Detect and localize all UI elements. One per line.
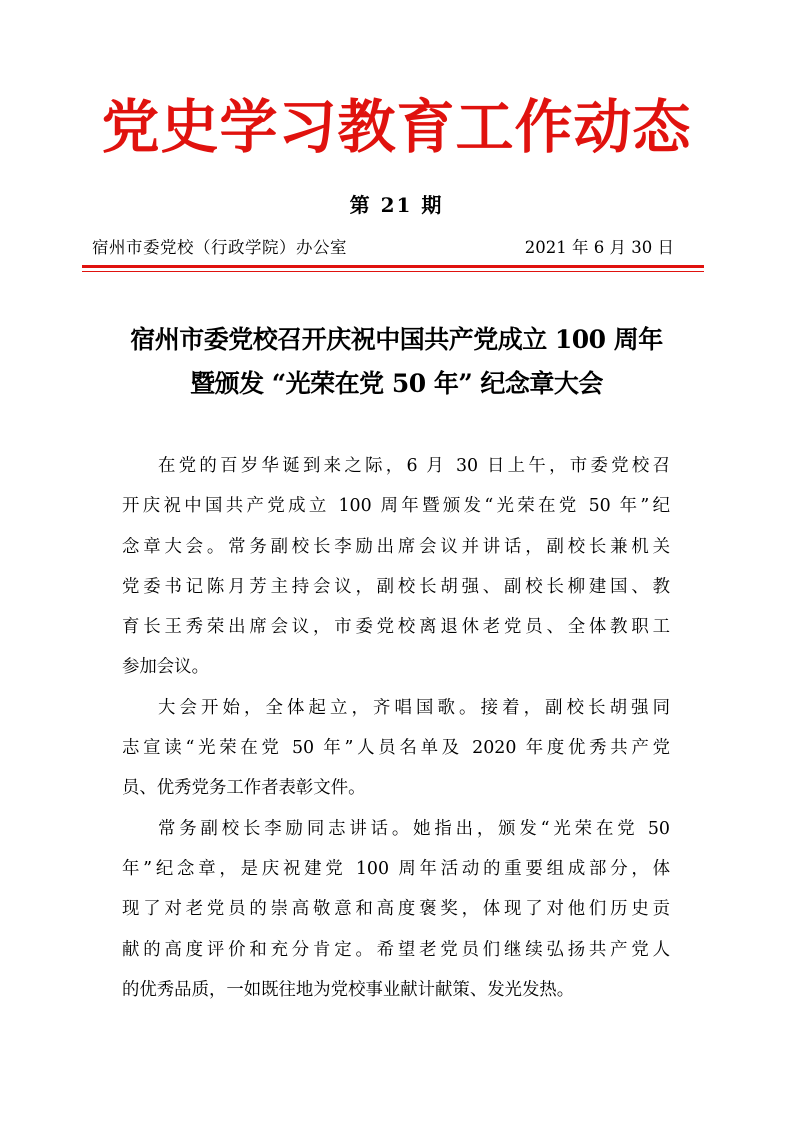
body-line: 开庆祝中国共产党成立 100 周年暨颁发“光荣在党 50 年”纪	[122, 496, 670, 517]
article-title	[60, 318, 733, 406]
issue-number: 第 21 期	[349, 193, 444, 217]
issue-date: 2021 年 6 月 30 日	[524, 238, 674, 257]
body-line: 大会开始，全体起立，齐唱国歌。接着，副校长胡强同	[158, 697, 670, 718]
body-line: 常务副校长李励同志讲话。她指出，颁发“光荣在党 50	[158, 818, 670, 839]
article-title-line: 宿州市委党校召开庆祝中国共产党成立 100 周年	[130, 325, 663, 354]
body-line: 年”纪念章，是庆祝建党 100 周年活动的重要组成部分，体	[122, 858, 670, 879]
issuer-office: 宿州市委党校（行政学院）办公室	[92, 238, 347, 257]
header-divider-thin	[82, 271, 704, 272]
masthead-title: 党史学习教育工作动态	[101, 93, 692, 161]
body-line: 志宣读“光荣在党 50 年”人员名单及 2020 年度优秀共产党	[122, 738, 670, 759]
body-line: 党委书记陈月芳主持会议，副校长胡强、副校长柳建国、教	[122, 576, 670, 597]
body-line: 的优秀品质，一如既往地为党校事业献计献策、发光发热。	[122, 979, 575, 1000]
body-line: 员、优秀党务工作者表彰文件。	[122, 778, 366, 799]
body-line: 现了对老党员的崇高敬意和高度褒奖，体现了对他们历史贡	[122, 899, 670, 920]
body-line: 参加会议。	[122, 657, 209, 678]
body-line: 在党的百岁华诞到来之际，6 月 30 日上午，市委党校召	[158, 456, 670, 476]
header-divider-thick	[82, 265, 704, 268]
paragraph-ceremony	[122, 688, 670, 809]
body-line: 念章大会。常务副校长李励出席会议并讲话，副校长兼机关	[122, 536, 670, 557]
article-title-line: 暨颁发 “光荣在党 50 年” 纪念章大会	[190, 369, 603, 398]
body-line: 育长王秀荣出席会议，市委党校离退休老党员、全体教职工	[122, 617, 670, 638]
body-line: 献的高度评价和充分肯定。希望老党员们继续弘扬共产党人	[122, 939, 670, 960]
issuer-date-row	[92, 234, 674, 262]
paragraph-opening	[122, 446, 670, 688]
article-body	[122, 446, 670, 1010]
paragraph-speech	[122, 809, 670, 1010]
